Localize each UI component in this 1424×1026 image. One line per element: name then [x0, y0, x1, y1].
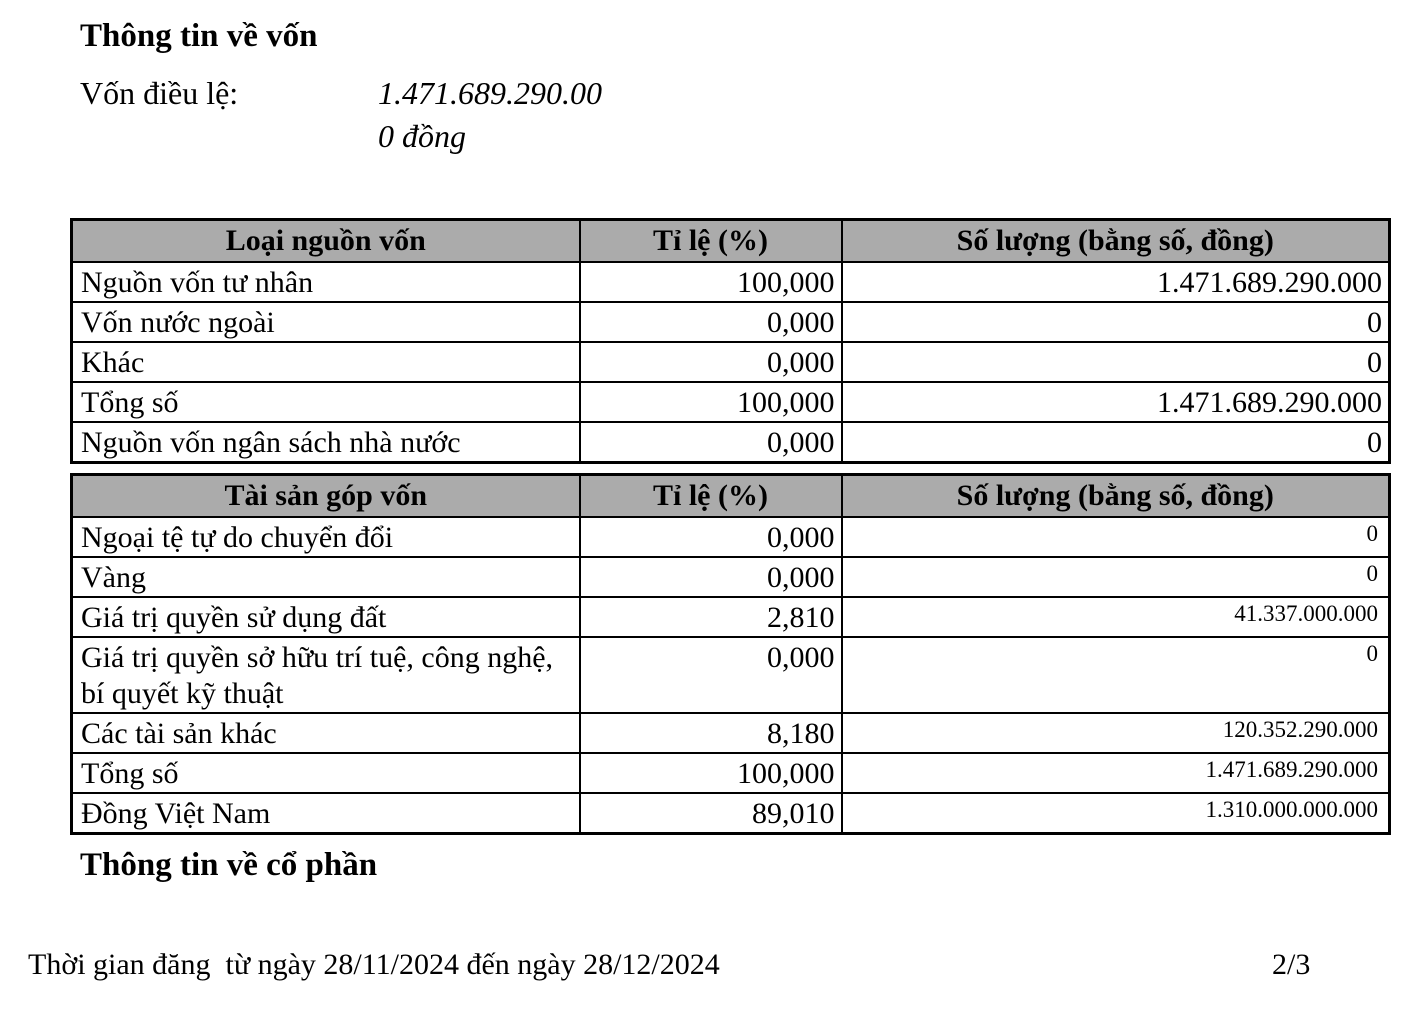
cell-ratio: 0,000: [580, 302, 842, 342]
cell-ratio: 0,000: [580, 422, 842, 463]
cell-ratio: 89,010: [580, 793, 842, 834]
cell-label: Các tài sản khác: [72, 713, 580, 753]
cell-label: Giá trị quyền sở hữu trí tuệ, công nghệ, bí quyết kỹ thuật: [72, 637, 580, 713]
cell-ratio: 100,000: [580, 382, 842, 422]
table-row: [72, 793, 1390, 834]
cell-label: Tổng số: [72, 382, 580, 422]
column-header-amount-vnd: Số lượng (bằng số, đồng): [842, 475, 1390, 518]
cell-amount: 1.471.689.290.000: [842, 262, 1390, 302]
cell-label: Ngoại tệ tự do chuyển đổi: [72, 517, 580, 557]
table-row: [72, 422, 1390, 463]
charter-capital-value: [378, 72, 602, 158]
contributed-assets-table: [70, 473, 1391, 835]
table-row: [72, 342, 1390, 382]
table-row: [72, 637, 1390, 713]
registration-period-text: Thời gian đăng từ ngày 28/11/2024 đến ngày 28/12/2024: [28, 948, 720, 981]
capital-section-heading: Thông tin về vốn: [80, 18, 318, 54]
table-row: [72, 597, 1390, 637]
cell-amount: 1.471.689.290.000: [842, 382, 1390, 422]
cell-ratio: 8,180: [580, 713, 842, 753]
column-header-contributed-asset-type: Tài sản góp vốn: [72, 475, 580, 518]
capital-sources-table: [70, 218, 1391, 464]
charter-capital-label: Vốn điều lệ:: [80, 75, 239, 111]
table-row: [72, 753, 1390, 793]
table-row: [72, 557, 1390, 597]
page-number: 2/3: [1272, 948, 1311, 981]
cell-amount: 41.337.000.000: [842, 597, 1390, 637]
cell-amount: 0: [842, 422, 1390, 463]
charter-capital-value-line1: 1.471.689.290.00: [378, 75, 602, 111]
column-header-amount-vnd: Số lượng (bằng số, đồng): [842, 220, 1390, 263]
assets-table-header-row: [72, 475, 1390, 518]
shares-section-heading: Thông tin về cổ phần: [80, 847, 378, 883]
column-header-ratio-percent: Tỉ lệ (%): [580, 475, 842, 518]
cell-label: Tổng số: [72, 753, 580, 793]
cell-label: Nguồn vốn tư nhân: [72, 262, 580, 302]
cell-label: Giá trị quyền sử dụng đất: [72, 597, 580, 637]
cell-amount: 120.352.290.000: [842, 713, 1390, 753]
charter-capital-value-line2: 0 đồng: [378, 118, 466, 154]
table-row: [72, 302, 1390, 342]
cell-amount: 0: [842, 557, 1390, 597]
cell-amount: 0: [842, 637, 1390, 713]
cell-amount: 0: [842, 517, 1390, 557]
cell-label: Vốn nước ngoài: [72, 302, 580, 342]
table-row: [72, 517, 1390, 557]
cell-amount: 0: [842, 342, 1390, 382]
cell-amount: 1.310.000.000.000: [842, 793, 1390, 834]
cell-label: Đồng Việt Nam: [72, 793, 580, 834]
cell-label: Khác: [72, 342, 580, 382]
cell-ratio: 100,000: [580, 262, 842, 302]
capital-table-header-row: [72, 220, 1390, 263]
cell-ratio: 2,810: [580, 597, 842, 637]
table-row: [72, 262, 1390, 302]
column-header-ratio-percent: Tỉ lệ (%): [580, 220, 842, 263]
cell-label: Vàng: [72, 557, 580, 597]
cell-ratio: 0,000: [580, 517, 842, 557]
cell-ratio: 0,000: [580, 637, 842, 713]
cell-label: Nguồn vốn ngân sách nhà nước: [72, 422, 580, 463]
cell-ratio: 0,000: [580, 342, 842, 382]
cell-amount: 1.471.689.290.000: [842, 753, 1390, 793]
cell-amount: 0: [842, 302, 1390, 342]
column-header-capital-source-type: Loại nguồn vốn: [72, 220, 580, 263]
table-row: [72, 382, 1390, 422]
cell-ratio: 0,000: [580, 557, 842, 597]
table-row: [72, 713, 1390, 753]
cell-ratio: 100,000: [580, 753, 842, 793]
